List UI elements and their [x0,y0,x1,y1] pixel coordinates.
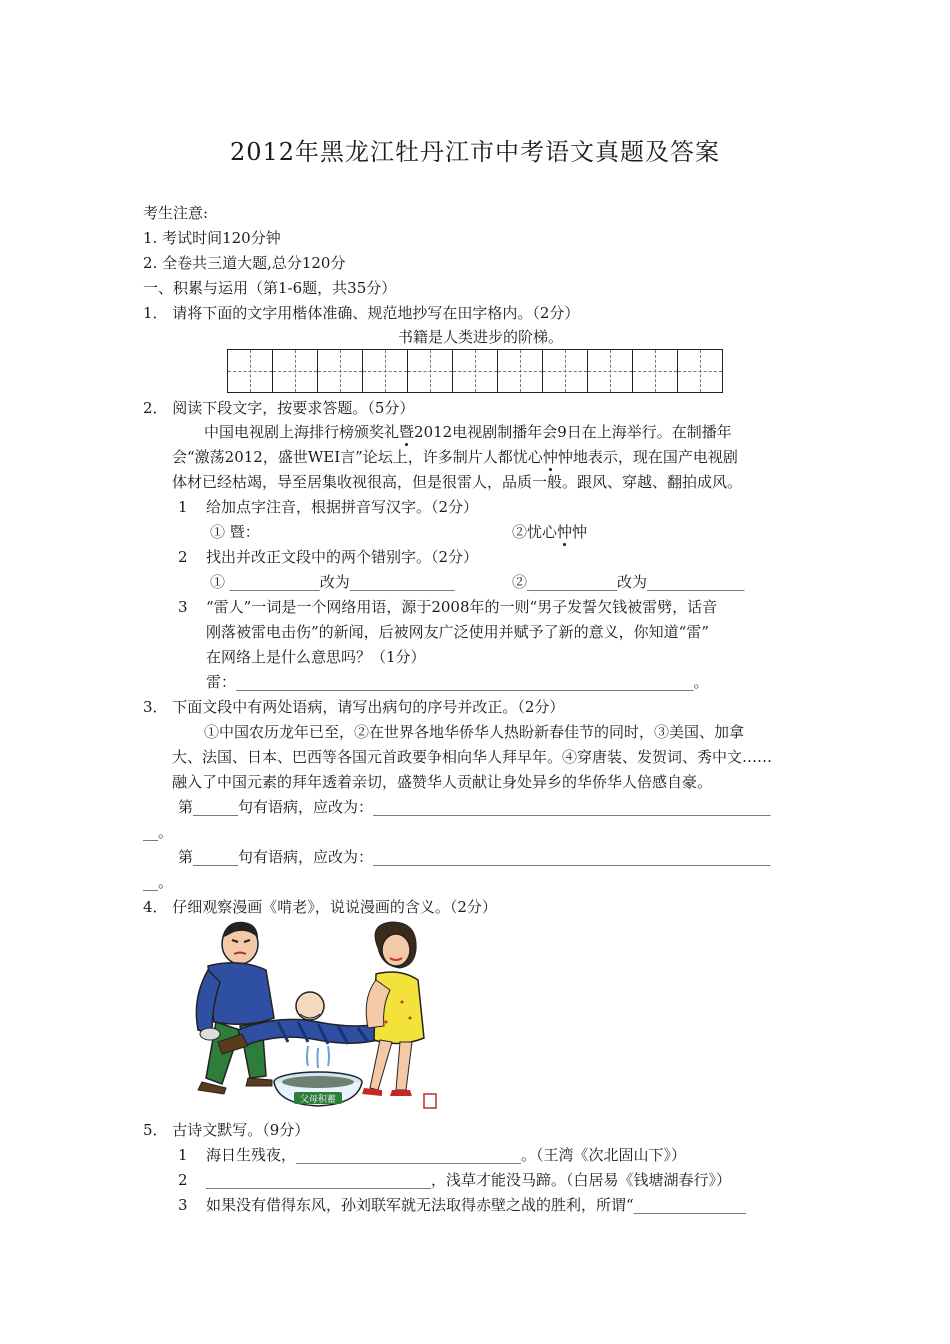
grid-cell[interactable] [363,350,408,392]
q2-passage-line-3: 体材已经枯竭，导至居集收视很高，但是很雷人，品质一般。跟风、穿越、翻拍成风。 [172,473,743,491]
q3-stem: 3． 下面文段中有两处语病，请写出病句的序号并改正。（2分） [143,698,565,716]
notice-item-2: 2. 全卷共三道大题,总分120分 [143,254,346,272]
grid-cell[interactable] [633,350,678,392]
q2-passage-line-2: 会“激荡2012，盛世WEI言”论坛上，许多制片人都忧心忡忡地表示，现在国产电视剧 [172,448,738,466]
cartoon-image [178,918,450,1114]
q3-answer-2[interactable]: 第______句有语病，应改为：_____________________________________________________ [178,848,771,866]
emphasis-dot-char: 忡 [542,448,558,466]
q3-passage-line-1: ①中国农历龙年已至，②在世界各地华侨华人热盼新春佳节的同时，③美国、加拿 [204,723,745,741]
emphasis-dot-char: 忡 [557,523,573,541]
notice-item-1: 1. 考试时间120分钟 [143,229,281,247]
q3-passage-line-3: 融入了中国元素的拜年透着亲切，盛赞华人贡献让身处异乡的华侨华人倍感自豪。 [172,773,713,791]
q5-sub2-number: 2 [178,1171,188,1189]
q1-sentence: 书籍是人类进步的阶梯。 [398,328,564,346]
q2-sub3-answer[interactable]: 雷：_____________________________________________________________。 [206,673,709,691]
q3-answer-1-end[interactable]: __。 [143,823,174,841]
emphasis-dot-char: 暨 [399,423,415,441]
basin-label: 父母积蓄 [299,1095,337,1105]
grid-cell[interactable] [273,350,318,392]
q3-passage-line-2: 大、法国、日本、巴西等各国元首政要争相向华人拜早年。④穿唐装、发贺词、秀中文…… [172,748,773,766]
q2-stem: 2． 阅读下段文字，按要求答题。（5分） [143,399,415,417]
seal-stamp [424,1094,436,1108]
q3-answer-2-end[interactable]: __。 [143,873,174,891]
q2-sub3-line-3: 在网络上是什么意思吗？（1分） [206,648,426,666]
q2-sub3-line-2: 刚落被雷电击伤”的新闻，后被网友广泛使用并赋予了新的意义，你知道“雷” [206,623,710,641]
tianzige-grid[interactable] [227,349,723,393]
grid-cell[interactable] [228,350,273,392]
q2-sub3-number: 3 [178,598,188,616]
q3-answer-1[interactable]: 第______句有语病，应改为：_____________________________________________________ [178,798,771,816]
q2-sub1-number: 1 [178,498,188,516]
grid-cell[interactable] [408,350,453,392]
savings-basin [274,1072,362,1106]
q2-sub1-text: 给加点字注音，根据拼音写汉字。（2分） [206,498,479,516]
q5-sub3-text[interactable]: 如果没有借得东风，孙刘联军就无法取得赤壁之战的胜利，所谓“_______________ [206,1196,747,1214]
woman-figure [362,922,424,1096]
grid-cell[interactable] [588,350,633,392]
q5-sub3-number: 3 [178,1196,188,1214]
q5-stem: 5． 古诗文默写。（9分） [143,1121,310,1139]
section-1-heading: 一、积累与运用（第1-6题，共35分） [143,279,397,297]
grid-cell[interactable] [678,350,722,392]
q1-stem: 1． 请将下面的文字用楷体准确、规范地抄写在田字格内。（2分） [143,304,580,322]
q2-sub2-number: 2 [178,548,188,566]
q2-sub2-text: 找出并改正文段中的两个错别字。（2分） [206,548,479,566]
q2-sub2-answer-b[interactable]: ②____________改为_____________ [512,573,745,591]
notice-heading: 考生注意: [143,204,209,222]
grid-cell[interactable] [543,350,588,392]
page-title: 2012年黑龙江牡丹江市中考语文真题及答案 [229,138,721,166]
grid-cell[interactable] [318,350,363,392]
q5-sub1-text[interactable]: 海日生残夜，______________________________。（王湾《次北固山下》） [206,1146,687,1164]
q2-sub2-answer-a[interactable]: ① ____________改为______________ [210,573,455,591]
q2-sub3-line-1: “雷人”一词是一个网络用语，源于2008年的一则“男子发誓欠钱被雷劈，话音 [206,598,718,616]
q5-sub2-text[interactable]: ______________________________，浅草才能没马蹄。（白居易《钱塘湖春行》） [206,1171,732,1189]
q2-sub1-answer-a[interactable]: ① 暨： [210,523,260,541]
q2-sub1-answer-b[interactable]: ②忧心忡忡 [512,523,588,541]
q4-stem: 4． 仔细观察漫画《啃老》，说说漫画的含义。（2分） [143,898,497,916]
q2-passage-line-1: 中国电视剧上海排行榜颁奖礼暨2012电视剧制播年会9日在上海举行。在制播年 [204,423,732,441]
man-figure [196,922,274,1094]
q5-sub1-number: 1 [178,1146,188,1164]
grid-cell[interactable] [453,350,498,392]
grid-cell[interactable] [498,350,543,392]
